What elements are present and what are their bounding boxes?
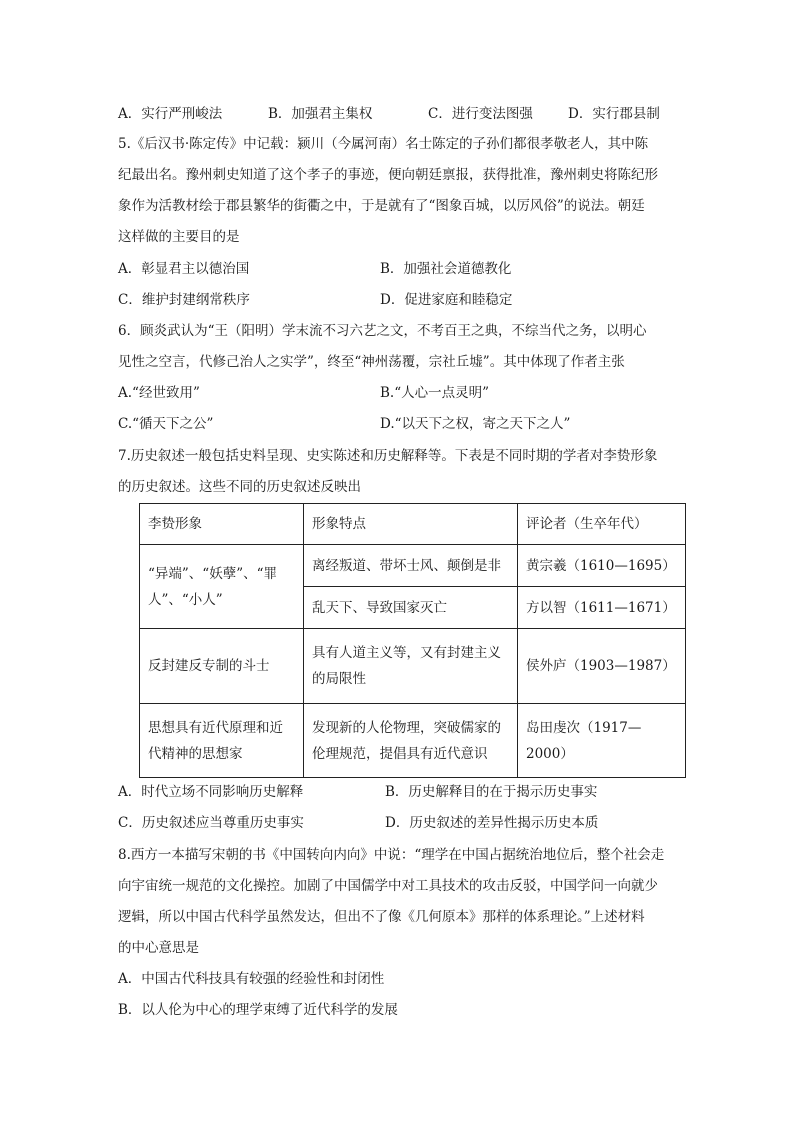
q6-stem-line: 6．顾炎武认为“王（阳明）学末流不习六艺之文，不考百王之典，不综当代之务，以明心 bbox=[118, 323, 647, 339]
q8-stem-line: 的中心意思是 bbox=[118, 940, 199, 956]
q7-option-a[interactable]: A．时代立场不同影响历史解释 bbox=[118, 784, 304, 800]
q7-stem-line: 的历史叙述。这些不同的历史叙述反映出 bbox=[118, 479, 361, 495]
q5-stem-line: 纪最出名。豫州刺史知道了这个孝子的事迹，便向朝廷禀报，获得批准，豫州刺史将陈纪形 bbox=[118, 167, 658, 183]
q6-option-d[interactable]: D.“以天下之权，寄之天下之人” bbox=[380, 416, 571, 432]
q7-stem-line: 7.历史叙述一般包括史料呈现、史实陈述和历史解释等。下表是不同时期的学者对李贽形象 bbox=[118, 448, 658, 464]
q6-option-b[interactable]: B.“人心一点灵明” bbox=[380, 385, 490, 401]
q5-stem-line: 这样做的主要目的是 bbox=[118, 229, 240, 245]
table-cell-trait: 乱天下、导致国家灭亡 bbox=[304, 587, 518, 629]
q8-stem-line: 向宇宙统一规范的文化操控。加剧了中国儒学中对工具技术的攻击反驳，中国学问一向就少 bbox=[118, 878, 658, 894]
table-header-cell: 李贽形象 bbox=[140, 504, 304, 545]
q5-option-d[interactable]: D．促进家庭和睦稳定 bbox=[380, 292, 513, 308]
table-cell-trait: 离经叛道、带坏士风、颠倒是非 bbox=[304, 545, 518, 587]
q5-option-b[interactable]: B．加强社会道德教化 bbox=[380, 261, 512, 277]
table-header-cell: 形象特点 bbox=[304, 504, 518, 545]
q8-stem-line: 8.西方一本描写宋朝的书《中国转向内向》中说：“理学在中国占据统治地位后，整个社会走 bbox=[118, 847, 665, 863]
table-row bbox=[140, 704, 686, 778]
q8-option-b[interactable]: B．以人伦为中心的理学束缚了近代科学的发展 bbox=[118, 1002, 398, 1018]
q6-option-a[interactable]: A.“经世致用” bbox=[118, 385, 200, 401]
table-header-cell: 评论者（生卒年代） bbox=[518, 504, 686, 545]
table-cell-critic: 侯外庐（1903—1987） bbox=[518, 629, 686, 704]
q4-option-a[interactable]: A．实行严刑峻法 bbox=[118, 106, 223, 122]
q5-option-c[interactable]: C．维护封建纲常秩序 bbox=[118, 292, 250, 308]
q6-stem-line: 见性之空言，代修己治人之实学”，终至“神州荡覆，宗社丘墟”。其中体现了作者主张 bbox=[118, 354, 625, 370]
table-cell-image: 反封建反专制的斗士 bbox=[140, 629, 304, 704]
q5-stem-line: 象作为活教材绘于郡县繁华的街衢之中，于是就有了“图象百城，以厉风俗”的说法。朝廷 bbox=[118, 198, 645, 214]
li-zhi-image-table bbox=[139, 503, 686, 778]
table-cell-critic: 黄宗羲（1610—1695） bbox=[518, 545, 686, 587]
table-cell-trait: 发现新的人伦物理，突破儒家的伦理规范，提倡具有近代意识 bbox=[304, 704, 518, 778]
q7-option-c[interactable]: C．历史叙述应当尊重历史事实 bbox=[118, 815, 304, 831]
table-header-row bbox=[140, 504, 686, 545]
q5-stem-line: 5.《后汉书·陈定传》中记载：颍川（今属河南）名士陈定的子孙们都很孝敬老人，其中陈 bbox=[118, 136, 649, 152]
q4-option-b[interactable]: B．加强君主集权 bbox=[268, 106, 373, 122]
q6-option-c[interactable]: C.“循天下之公” bbox=[118, 416, 214, 432]
table-cell-image: “异端”、“妖孽”、“罪人”、“小人” bbox=[140, 545, 304, 629]
q8-option-a[interactable]: A．中国古代科技具有较强的经验性和封闭性 bbox=[118, 971, 385, 987]
q4-option-d[interactable]: D．实行郡县制 bbox=[568, 106, 660, 122]
table-cell-critic: 方以智（1611—1671） bbox=[518, 587, 686, 629]
table-cell-image: 思想具有近代原理和近代精神的思想家 bbox=[140, 704, 304, 778]
table-cell-trait: 具有人道主义等，又有封建主义的局限性 bbox=[304, 629, 518, 704]
q7-option-b[interactable]: B．历史解释目的在于揭示历史事实 bbox=[385, 784, 598, 800]
q7-option-d[interactable]: D．历史叙述的差异性揭示历史本质 bbox=[385, 815, 599, 831]
q5-option-a[interactable]: A．彰显君主以德治国 bbox=[118, 261, 250, 277]
table-row bbox=[140, 629, 686, 704]
q4-option-c[interactable]: C．进行变法图强 bbox=[428, 106, 533, 122]
table-row bbox=[140, 545, 686, 587]
table-cell-critic: 岛田虔次（1917—2000） bbox=[518, 704, 686, 778]
q8-stem-line: 逻辑，所以中国古代科学虽然发达，但出不了像《几何原本》那样的体系理论。”上述材料 bbox=[118, 909, 645, 925]
